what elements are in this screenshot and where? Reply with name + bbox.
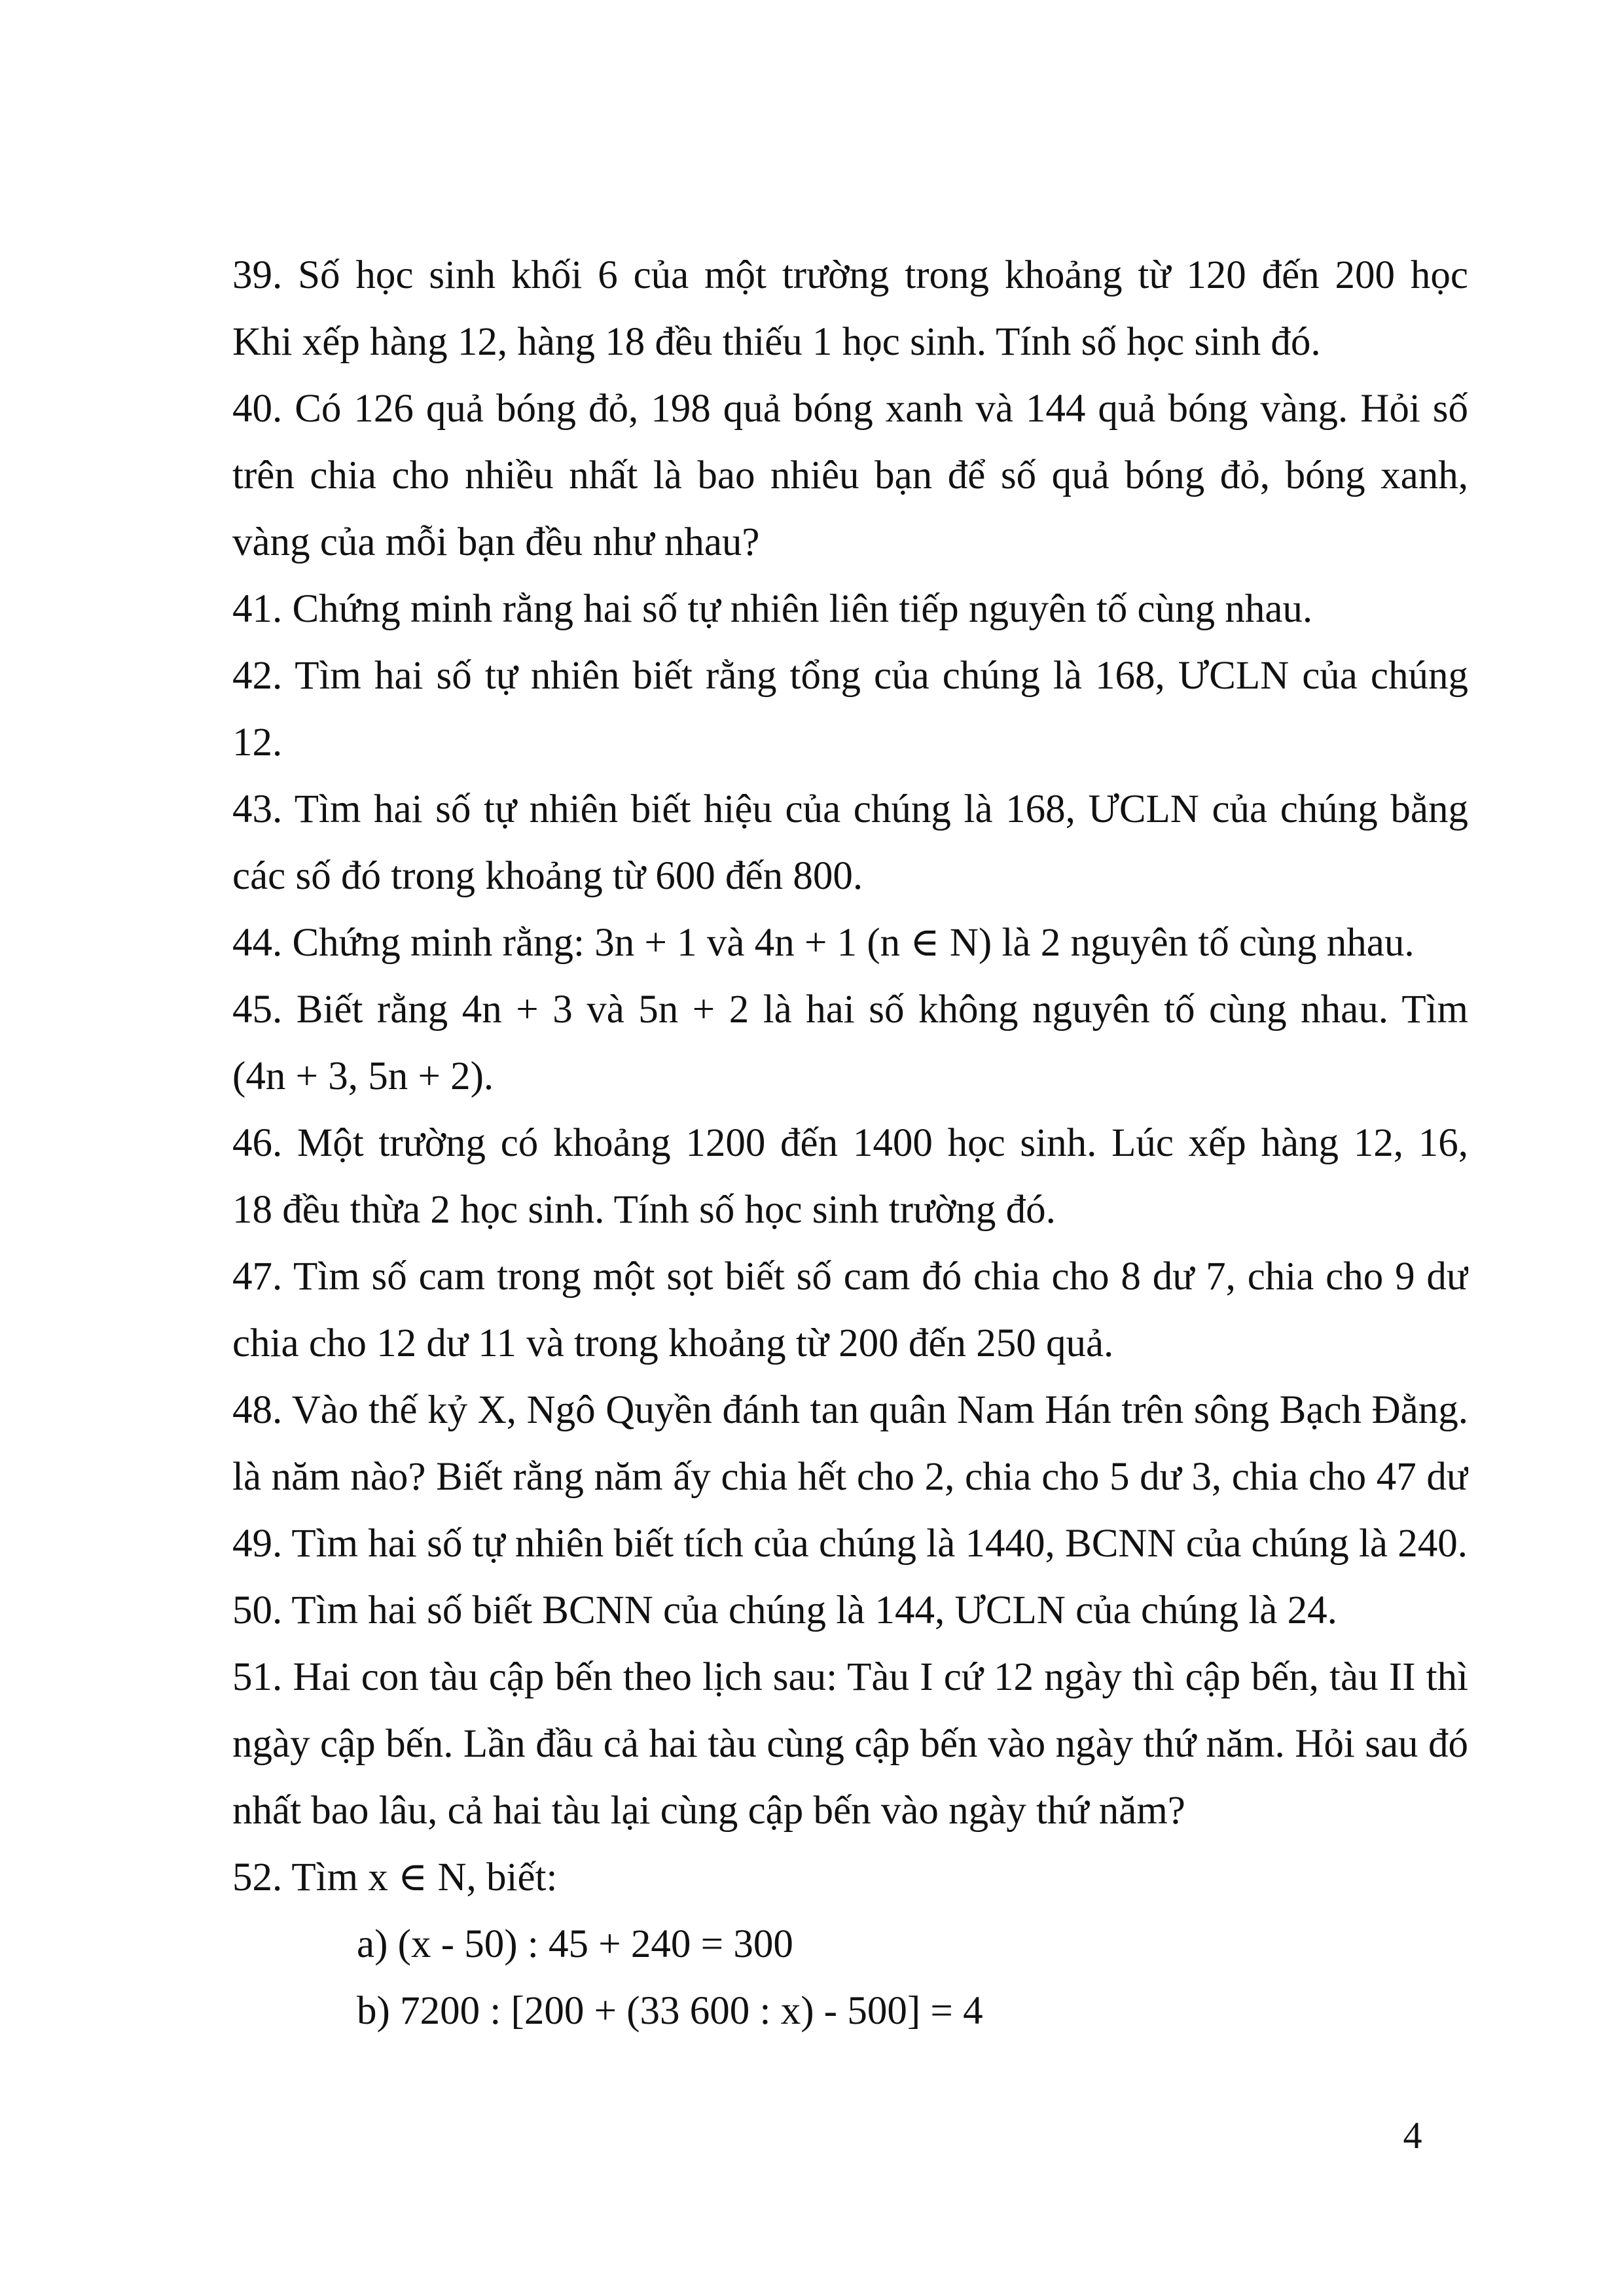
text-line: 51. Hai con tàu cập bến theo lịch sau: Tàu I cứ 12 ngày thì cập bến, tàu II thì bbox=[232, 1655, 1468, 1699]
text-line: các số đó trong khoảng từ 600 đến 800. bbox=[232, 854, 863, 898]
text-line: 18 đều thừa 2 học sinh. Tính số học sinh trường đó. bbox=[232, 1188, 1056, 1232]
text-line: 48. Vào thế kỷ X, Ngô Quyền đánh tan quân Nam Hán trên sông Bạch Đằng. bbox=[232, 1388, 1468, 1432]
text-line: trên chia cho nhiều nhất là bao nhiêu bạn để số quả bóng đỏ, bóng xanh, bbox=[232, 454, 1468, 497]
text-line: 12. bbox=[232, 721, 283, 764]
exercise-list bbox=[232, 242, 1468, 2045]
text-line: ngày cập bến. Lần đầu cả hai tàu cùng cập bến vào ngày thứ năm. Hỏi sau đó bbox=[232, 1722, 1468, 1766]
page-number: 4 bbox=[1403, 2114, 1422, 2157]
text-line: 41. Chứng minh rằng hai số tự nhiên liên tiếp nguyên tố cùng nhau. bbox=[232, 587, 1313, 631]
text-line: 47. Tìm số cam trong một sọt biết số cam đó chia cho 8 dư 7, chia cho 9 dư bbox=[232, 1255, 1468, 1299]
text-line: Khi xếp hàng 12, hàng 18 đều thiếu 1 học sinh. Tính số học sinh đó. bbox=[232, 320, 1321, 364]
text-line: 42. Tìm hai số tự nhiên biết rằng tổng của chúng là 168, ƯCLN của chúng bbox=[232, 654, 1468, 698]
text-line: 49. Tìm hai số tự nhiên biết tích của chúng là 1440, BCNN của chúng là 240. bbox=[232, 1522, 1468, 1566]
text-line: 40. Có 126 quả bóng đỏ, 198 quả bóng xanh và 144 quả bóng vàng. Hỏi số bbox=[232, 387, 1468, 431]
text-line: 52. Tìm x ∈ N, biết: bbox=[232, 1856, 558, 1899]
text-line: b) 7200 : [200 + (33 600 : x) - 500] = 4 bbox=[357, 1989, 983, 2033]
text-line: 45. Biết rằng 4n + 3 và 5n + 2 là hai số không nguyên tố cùng nhau. Tìm bbox=[232, 988, 1468, 1031]
text-line: 39. Số học sinh khối 6 của một trường trong khoảng từ 120 đến 200 học bbox=[232, 253, 1468, 297]
text-line: a) (x - 50) : 45 + 240 = 300 bbox=[357, 1922, 793, 1966]
text-line: 46. Một trường có khoảng 1200 đến 1400 học sinh. Lúc xếp hàng 12, 16, bbox=[232, 1121, 1468, 1165]
text-line: 50. Tìm hai số biết BCNN của chúng là 144, ƯCLN của chúng là 24. bbox=[232, 1588, 1337, 1632]
text-line: chia cho 12 dư 11 và trong khoảng từ 200 đến 250 quả. bbox=[232, 1321, 1114, 1365]
text-line: (4n + 3, 5n + 2). bbox=[232, 1054, 494, 1098]
text-line: 43. Tìm hai số tự nhiên biết hiệu của chúng là 168, ƯCLN của chúng bằng bbox=[232, 787, 1468, 831]
text-line: là năm nào? Biết rằng năm ấy chia hết cho 2, chia cho 5 dư 3, chia cho 47 dư bbox=[232, 1455, 1468, 1499]
text-line: nhất bao lâu, cả hai tàu lại cùng cập bến vào ngày thứ năm? bbox=[232, 1789, 1185, 1833]
text-line: vàng của mỗi bạn đều như nhau? bbox=[232, 520, 760, 564]
text-line: 44. Chứng minh rằng: 3n + 1 và 4n + 1 (n ∈ N) là 2 nguyên tố cùng nhau. bbox=[232, 921, 1415, 965]
